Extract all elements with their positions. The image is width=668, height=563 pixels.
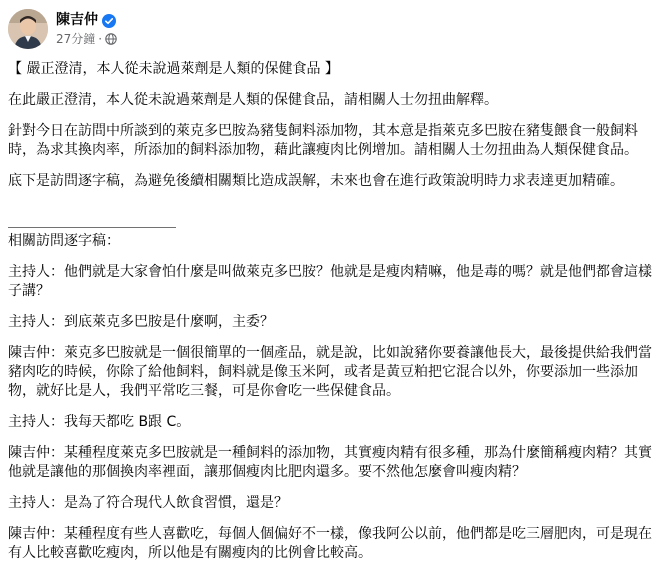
transcript-line: 陳吉仲：某種程度萊克多巴胺就是一種飼料的添加物，其實瘦肉精有很多種，那為什麼簡稱瘦肉精？其實他就是讓他的那個換肉率裡面，讓那個瘦肉比肥肉還多。要不然他怎麼會叫瘦肉精？ bbox=[8, 445, 652, 480]
author-name[interactable]: 陳吉仲 bbox=[56, 12, 98, 28]
post-headline: 【 嚴正澄清，本人從未說過萊劑是人類的保健食品 】 bbox=[8, 61, 339, 77]
avatar-photo bbox=[8, 9, 48, 49]
post-timestamp[interactable]: 27分鐘 bbox=[56, 32, 96, 46]
meta-separator: · bbox=[98, 32, 103, 46]
post-paragraph: 在此嚴正澄清，本人從未說過萊劑是人類的保健食品，請相關人士勿扭曲解釋。 bbox=[8, 92, 498, 108]
post-meta bbox=[56, 31, 117, 47]
author-line bbox=[56, 11, 116, 29]
transcript-line: 主持人：是為了符合現代人飲食習慣，還是？ bbox=[8, 495, 288, 511]
post-header bbox=[8, 9, 648, 49]
globe-icon[interactable] bbox=[105, 33, 117, 45]
transcript-line: 主持人：到底萊克多巴胺是什麼啊，主委？ bbox=[8, 314, 274, 330]
transcript-line: 陳吉仲：萊克多巴胺就是一個很簡單的一個產品，就是說，比如說豬你要養讓他長大，最後提供給我們當豬肉吃的時候，你除了給他飼料，飼料就是像玉米阿，或者是黃豆粕把它混合以外，你要添加一些添加物，就好比是人，我們平常吃三餐，可是你會吃一些保健食品。 bbox=[8, 345, 652, 399]
avatar[interactable] bbox=[8, 9, 48, 49]
post-paragraph: 針對今日在訪問中所談到的萊克多巴胺為豬隻飼料添加物，其本意是指萊克多巴胺在豬隻餵食一般飼料時，為求其換肉率，所添加的飼料添加物，藉此讓瘦肉比例增加。請相關人士勿扭曲為人類保健食品。 bbox=[8, 123, 638, 158]
verified-badge-icon bbox=[102, 13, 116, 27]
text-divider: ＿＿＿＿＿＿＿＿＿＿＿＿ bbox=[8, 214, 176, 230]
transcript-line: 陳吉仲：某種程度有些人喜歡吃，每個人個偏好不一樣，像我阿公以前，他們都是吃三層肥肉，可是現在有人比較喜歡吃瘦肉，所以他是有關瘦肉的比例會比較高。 bbox=[8, 526, 652, 561]
transcript-line: 主持人：他們就是大家會怕什麼是叫做萊克多巴胺？他就是是瘦肉精嘛，他是毒的嗎？就是他們都會這樣子講？ bbox=[8, 264, 652, 299]
transcript-heading: 相關訪問逐字稿： bbox=[8, 233, 120, 249]
post-paragraph: 底下是訪問逐字稿，為避免後續相關類比造成誤解，未來也會在進行政策說明時力求表達更加精確。 bbox=[8, 173, 624, 189]
transcript-line: 主持人：我每天都吃 B跟 C。 bbox=[8, 414, 191, 430]
post-body bbox=[8, 60, 656, 563]
